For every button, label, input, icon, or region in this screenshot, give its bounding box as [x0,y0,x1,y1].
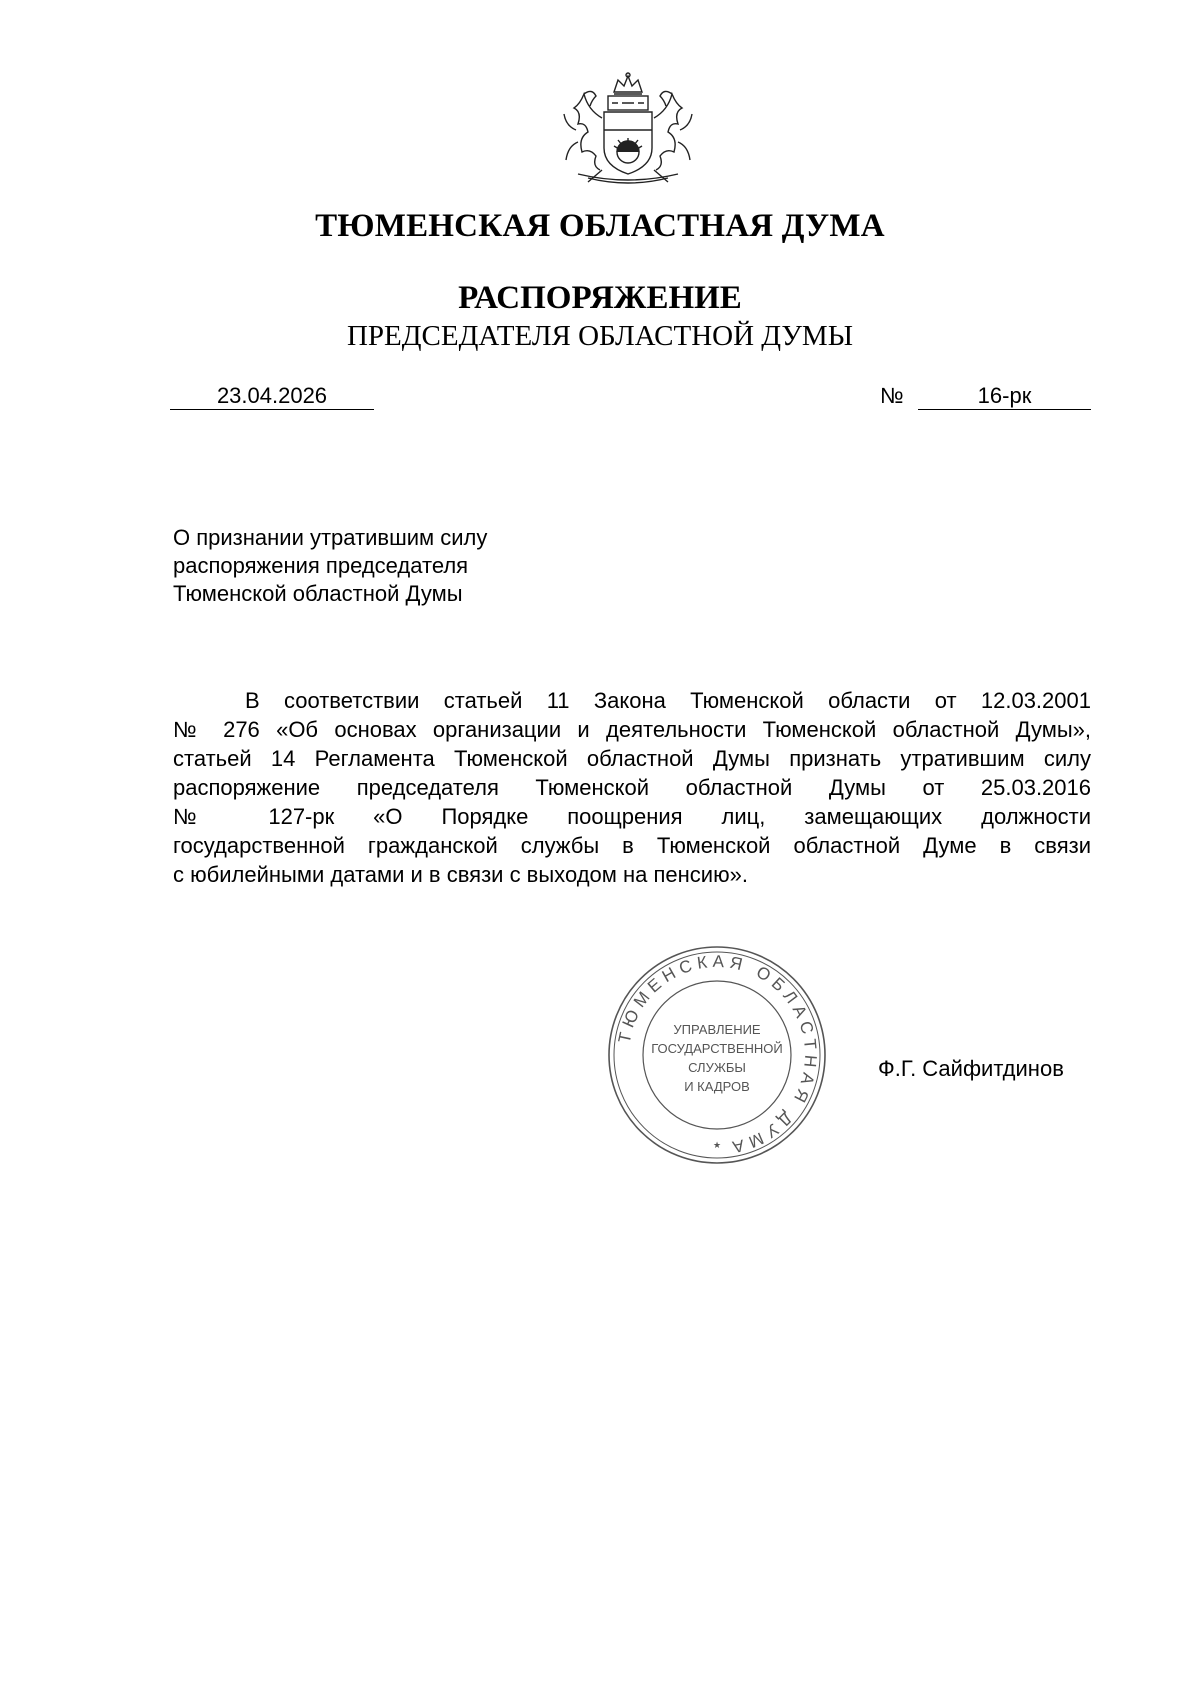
subject-line: Тюменской областной Думы [173,581,463,606]
body-line: статьей 14 Регламента Тюменской областной Думы признать утратившим силу [173,746,1091,771]
number-sign: № [880,383,904,408]
body-line: государственной гражданской службы в Тюменской областной Думе в связи [173,833,1091,858]
document-subject [173,524,593,608]
document-type-title: РАСПОРЯЖЕНИЕ [458,280,742,316]
subject-line: распоряжения председателя [173,553,469,578]
stamp-center-line: СЛУЖБЫ [688,1060,746,1075]
official-stamp [606,944,828,1166]
stamp-star-icon: ★ [712,1141,722,1151]
organization-title: ТЮМЕНСКАЯ ОБЛАСТНАЯ ДУМА [315,208,885,244]
body-line: В соответствии статьей 11 Закона Тюменской области от 12.03.2001 [245,688,1091,713]
body-line: № 276 «Об основах организации и деятельности Тюменской областной Думы», [173,717,1091,742]
document-date: 23.04.2026 [170,383,374,410]
body-line: с юбилейными датами и в связи с выходом на пенсию». [173,862,748,887]
stamp-center-line: И КАДРОВ [684,1079,750,1094]
issuer-subtitle: ПРЕДСЕДАТЕЛЯ ОБЛАСТНОЙ ДУМЫ [346,320,854,352]
body-line: распоряжение председателя Тюменской областной Думы от 25.03.2016 [173,775,1091,800]
coat-of-arms-emblem [548,70,708,190]
signatory-name: Ф.Г. Сайфитдинов [878,1056,1064,1081]
stamp-center-line: УПРАВЛЕНИЕ [673,1022,761,1037]
body-line: № 127-рк «О Порядке поощрения лиц, замещающих должности [173,804,1091,829]
stamp-center-line: ГОСУДАРСТВЕННОЙ [651,1041,783,1056]
stamp-ring-text: ТЮМЕНСКАЯ ОБЛАСТНАЯ ДУМА [614,951,821,1158]
subject-line: О признании утратившим силу [173,525,488,550]
document-number: 16-рк [918,383,1091,410]
document-body [173,686,1091,889]
